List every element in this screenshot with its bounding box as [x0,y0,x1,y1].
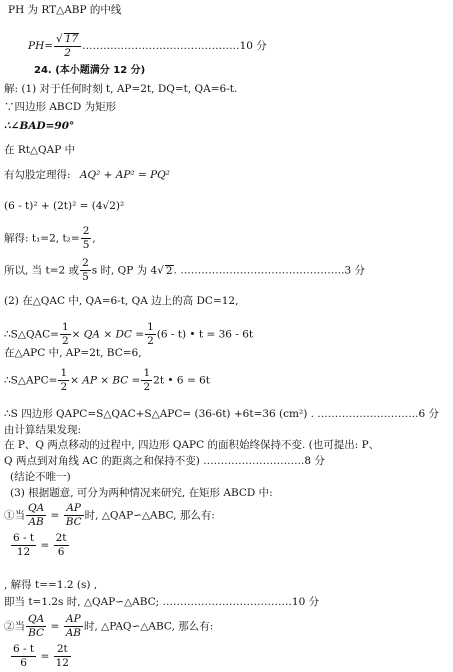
case1-condition: ①当 $\frac{QA}{AB}$ = $\frac{AP}{BC}$ 时, △QAP∽△ABC, 那么有: [4,502,215,529]
case2-equation: $\frac{6 - t}{6}$ = $\frac{2t}{12}$ [13,643,69,670]
not-unique-note: (结论不唯一) [10,471,71,483]
rectangle-statement: ∵四边形 ABCD 为矩形 [4,101,117,113]
area-sum-line: ∴S 四边形 QAPC=S△QAC+S△APC= (36-6t) +6t=36 (cm²) . ………………………..6 分 [4,408,439,420]
conclusion-part1: 所以, 当 t=2 或 $\frac{2}{5}$ s 时, QP 为 4√ 2. ………………………………………..3 分 [4,257,365,284]
angle-statement: ∴∠BAD=90° [4,120,75,132]
right-triangle-line: 在 Rt△QAP 中 [4,144,76,156]
area-qac-line: ∴S△QAC= $\frac{1}{2}$ × QA × DC = $\frac{1}{2}$ (6 - t) • t = 36 - 6t [4,321,254,348]
solution-part1-intro: 解: (1) 对于任何时刻 t, AP=2t, DQ=t, QA=6-t. [4,83,238,95]
apc-line: 在△APC 中, AP=2t, BC=6, [4,347,142,359]
case1-conclusion: 即当 t=1.2s 时, △QAP∽△ABC; ……………………………….10 分 [4,596,320,608]
finding-detail-1: 在 P、Q 两点移动的过程中, 四边形 QAPC 的面积始终保持不变. (也可提出: P、 [4,439,380,451]
question-24-title: 24. (本小题满分 12 分) [34,65,146,76]
pythagoras-line: 有勾股定理得: AQ² + AP² = PQ² [4,169,170,181]
part2-intro: (2) 在△QAC 中, QA=6-t, QA 边上的高 DC=12, [4,295,239,307]
ph-median-line: PH 为 RT△ABP 的中线 [8,4,122,16]
finding-line: 由计算结果发现: [4,424,82,436]
equation-line: (6 - t)² + (2t)² = (4√2)² [4,200,125,212]
case1-equation: $\frac{6 - t}{12}$ = $\frac{2t}{6}$ [13,532,67,559]
case1-solve: , 解得 t==1.2 (s) , [4,579,98,591]
part3-intro: (3) 根据题意, 可分为两种情况来研究, 在矩形 ABCD 中: [10,487,273,499]
ph-fraction: $\frac{√ 17}{2}$ [54,33,81,59]
case2-condition: ②当 $\frac{QA}{BC}$ = $\frac{AP}{AB}$ 时, △PAQ∽△ABC, 那么有: [4,613,214,640]
ph-formula: PH= $\frac{√ 17}{2}$ ………………………………………10 分 [28,33,267,60]
solve-t-line: 解得: t₁=2, t₂= $\frac{2}{5}$ , [4,225,96,252]
area-apc-line: ∴S△APC= $\frac{1}{2}$ × AP × BC = $\frac{1}{2}$ 2t • 6 = 6t [4,367,210,394]
finding-detail-2: Q 两点到对角线 AC 的距离之和保持不变) ………………………..8 分 [4,455,325,467]
